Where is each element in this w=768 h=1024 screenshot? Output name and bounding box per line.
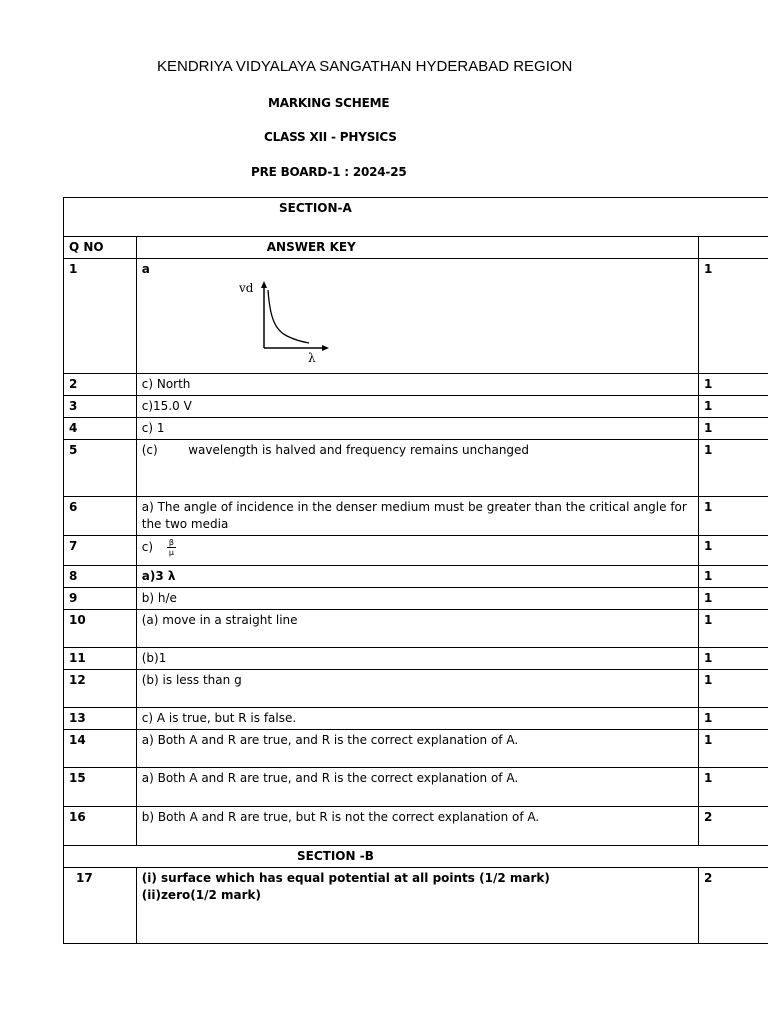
table-row: [64, 536, 768, 566]
answer-line-1: (i) surface which has equal potential at all points (1/2 mark): [141, 871, 550, 885]
answer-text: b) h/e: [136, 588, 698, 610]
beta-over-mu-fraction: $\frac{\beta}{\mu}$: [168, 538, 174, 557]
answer-text: c) A is true, but R is false.: [136, 708, 698, 730]
question-number: 6: [64, 497, 137, 536]
answer-text: b) Both A and R are true, but R is not the correct explanation of A.: [136, 807, 698, 846]
table-row: [64, 440, 768, 497]
answer-text: (b)1: [136, 648, 698, 670]
answer-cell: [136, 868, 698, 944]
table-row: [64, 730, 768, 768]
marks: 1: [699, 418, 768, 440]
answer-key-header: ANSWER KEY: [136, 237, 698, 259]
answer-text: a) The angle of incidence in the denser medium must be greater than the critical angle for the two media: [136, 497, 698, 536]
question-number: 13: [64, 708, 137, 730]
answer-text: (c) wavelength is halved and frequency remains unchanged: [136, 440, 698, 497]
marks: 1: [699, 566, 768, 588]
marks: 1: [699, 396, 768, 418]
marks: 1: [699, 648, 768, 670]
answer-text: c)15.0 V: [136, 396, 698, 418]
qno-header: Q NO: [64, 237, 137, 259]
table-row: [64, 374, 768, 396]
marks: 2: [699, 807, 768, 846]
marks: 2: [699, 868, 768, 944]
question-number: 14: [64, 730, 137, 768]
table-row: [64, 807, 768, 846]
graph-curve: [268, 290, 309, 343]
answer-cell: [136, 536, 698, 566]
exam-name: PRE BOARD-1 : 2024-25: [251, 165, 407, 179]
question-number: 16: [64, 807, 137, 846]
table-header-row: [64, 237, 768, 259]
table-row: [64, 497, 768, 536]
table-row: [64, 566, 768, 588]
marks: 1: [699, 708, 768, 730]
answer-key-table: [63, 197, 768, 944]
graph-y-arrow: [261, 281, 267, 288]
answer-text: (b) is less than g: [136, 670, 698, 708]
table-row: [64, 418, 768, 440]
answer-text: c): [141, 540, 154, 554]
table-row: [64, 868, 768, 944]
marks: 1: [699, 536, 768, 566]
marks: 1: [699, 440, 768, 497]
section-a-heading: SECTION-A: [279, 201, 352, 215]
table-row: [64, 588, 768, 610]
section-a-row: [64, 198, 768, 237]
answer-text: c) North: [136, 374, 698, 396]
question-number: 8: [64, 566, 137, 588]
graph-x-arrow: [322, 345, 329, 351]
answer-text: a)3 λ: [136, 566, 698, 588]
table-row: [64, 670, 768, 708]
question-number: 7: [64, 536, 137, 566]
graph-y-label: vd: [238, 281, 254, 295]
table-row: [64, 708, 768, 730]
question-number: 17: [64, 868, 137, 944]
question-number: 1: [64, 259, 137, 374]
table-row: [64, 259, 768, 374]
question-number: 15: [64, 768, 137, 807]
table-row: [64, 610, 768, 648]
marks: 1: [699, 259, 768, 374]
marks: 1: [699, 610, 768, 648]
table-row: [64, 396, 768, 418]
graph-x-label: λ: [307, 351, 316, 362]
marks: 1: [699, 588, 768, 610]
marks: 1: [699, 374, 768, 396]
table-row: [64, 648, 768, 670]
organization-title: KENDRIYA VIDYALAYA SANGATHAN HYDERABAD REGION: [157, 58, 573, 75]
answer-text: (a) move in a straight line: [136, 610, 698, 648]
drift-velocity-graph: [237, 278, 337, 362]
answer-cell: [136, 259, 698, 374]
section-b-heading: SECTION -B: [297, 849, 374, 863]
question-number: 9: [64, 588, 137, 610]
marks: 1: [699, 497, 768, 536]
question-number: 10: [64, 610, 137, 648]
table-row: [64, 768, 768, 807]
section-b-row: [64, 846, 768, 868]
answer-text: a) Both A and R are true, and R is the correct explanation of A.: [136, 730, 698, 768]
question-number: 5: [64, 440, 137, 497]
answer-line-2: (ii)zero(1/2 mark): [141, 888, 261, 902]
class-subject: CLASS XII - PHYSICS: [264, 130, 397, 144]
marks: 1: [699, 768, 768, 807]
question-number: 2: [64, 374, 137, 396]
marks: 1: [699, 670, 768, 708]
document-title: MARKING SCHEME: [268, 96, 390, 110]
marks-header: [699, 237, 768, 259]
marks: 1: [699, 730, 768, 768]
answer-text: a) Both A and R are true, and R is the correct explanation of A.: [136, 768, 698, 807]
question-number: 11: [64, 648, 137, 670]
question-number: 12: [64, 670, 137, 708]
answer-text: a: [141, 262, 150, 276]
answer-text: c) 1: [136, 418, 698, 440]
question-number: 4: [64, 418, 137, 440]
question-number: 3: [64, 396, 137, 418]
